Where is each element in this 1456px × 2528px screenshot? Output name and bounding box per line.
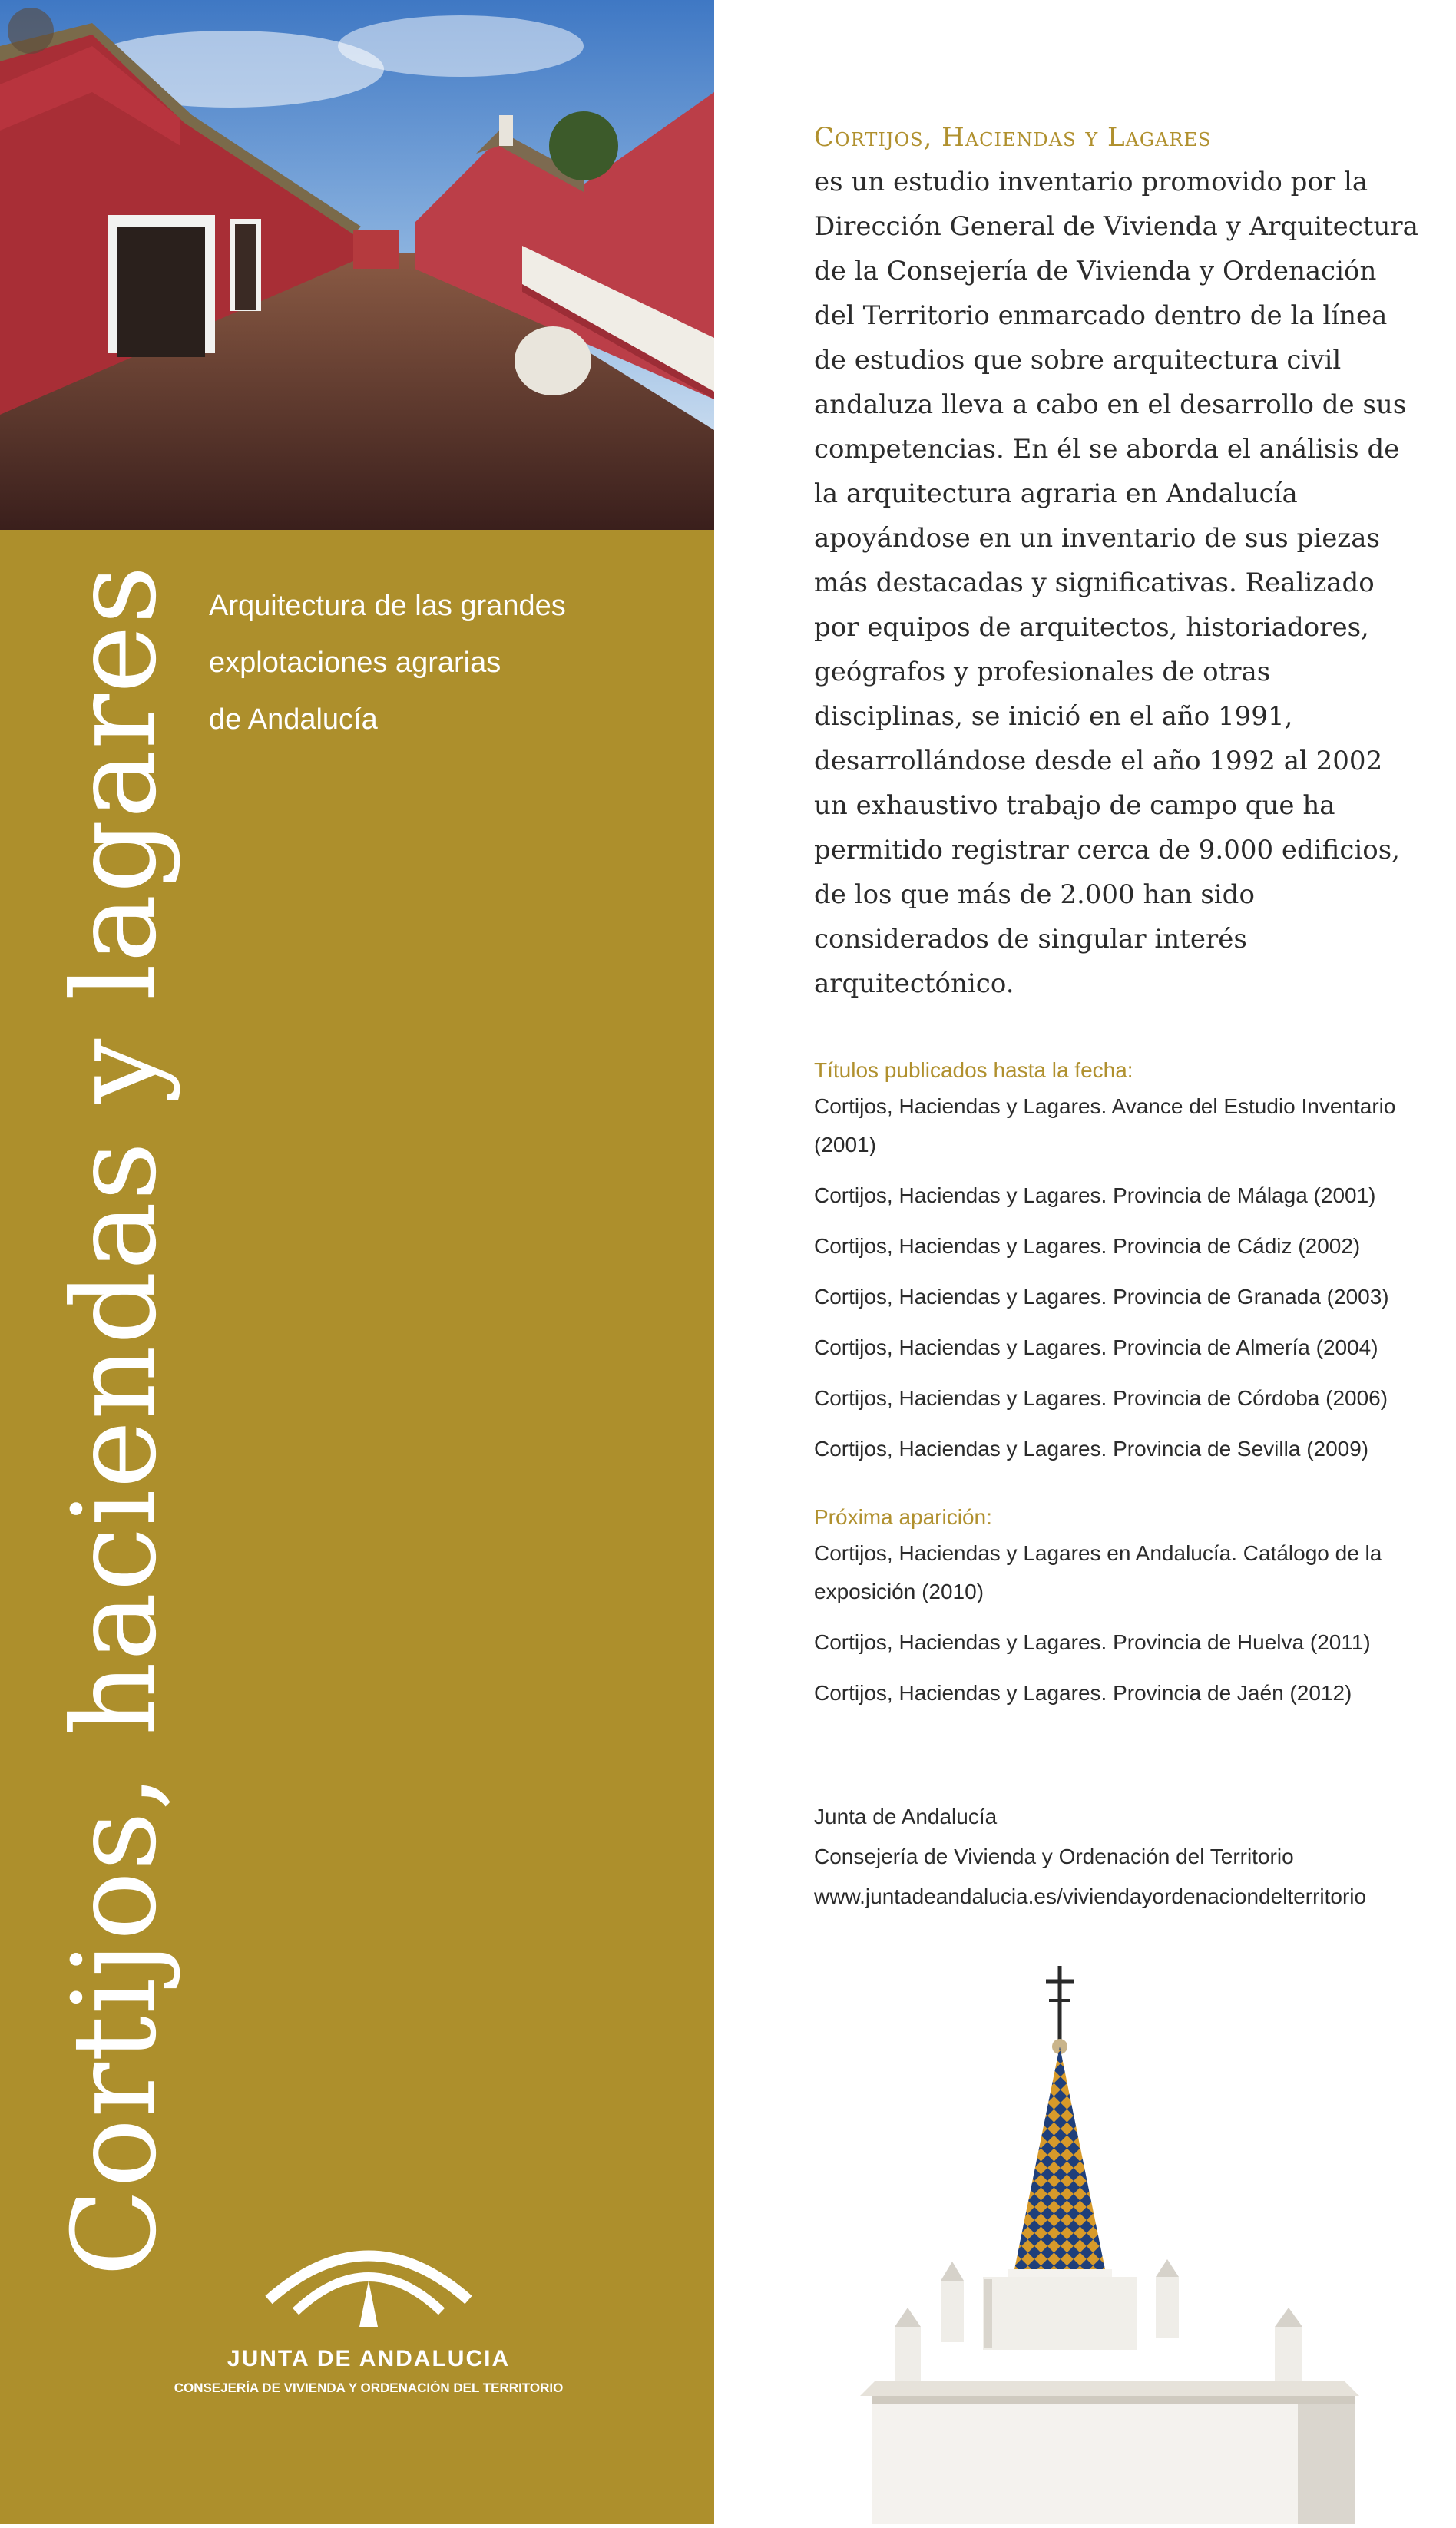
list-item: Cortijos, Haciendas y Lagares en Andalucía. Catálogo de la exposición (2010): [814, 1541, 1382, 1603]
junta-name: JUNTA DE ANDALUCIA: [227, 2346, 511, 2371]
list-item: Cortijos, Haciendas y Lagares. Provincia de Córdoba (2006): [814, 1386, 1388, 1410]
vertical-title: Cortijos, haciendas y lagares: [48, 564, 182, 2277]
courtyard-photo: [0, 0, 714, 530]
junta-arches-icon: [253, 2227, 484, 2342]
list-item: Cortijos, Haciendas y Lagares. Provincia de Jaén (2012): [814, 1681, 1352, 1705]
subtitle-line: explotaciones agrarias: [209, 647, 501, 679]
contact-dept: Consejería de Vivienda y Ordenación del Territorio: [814, 1845, 1294, 1868]
bell-tower-photo: [806, 1966, 1436, 2524]
subtitle: [209, 577, 654, 748]
list-item: Cortijos, Haciendas y Lagares. Provincia de Huelva (2011): [814, 1630, 1371, 1654]
contact-url[interactable]: www.juntadeandalucia.es/viviendayordenaciondelterritorio: [814, 1884, 1367, 1908]
contact-block: [814, 1797, 1428, 1917]
published-heading: Títulos publicados hasta la fecha:: [814, 1058, 1133, 1082]
list-item: Cortijos, Haciendas y Lagares. Provincia de Granada (2003): [814, 1285, 1389, 1309]
list-item: Cortijos, Haciendas y Lagares. Provincia de Málaga (2001): [814, 1183, 1376, 1207]
junta-logo: [169, 2227, 568, 2427]
list-item: Cortijos, Haciendas y Lagares. Provincia de Sevilla (2009): [814, 1437, 1369, 1461]
junta-department: CONSEJERÍA DE VIVIENDA Y ORDENACIÓN DEL TERRITORIO: [174, 2381, 564, 2395]
upcoming-heading: Próxima aparición:: [814, 1505, 992, 1529]
intro-heading: Cortijos, Haciendas y Lagares: [814, 122, 1212, 153]
upcoming-titles: [814, 1505, 1421, 1725]
vertical-title-wrapper: [46, 564, 184, 2277]
contact-org: Junta de Andalucía: [814, 1805, 998, 1828]
subtitle-line: de Andalucía: [209, 703, 378, 736]
subtitle-line: Arquitectura de las grandes: [209, 590, 566, 622]
intro-body: es un estudio inventario promovido por la Dirección General de Vivienda y Arquitectura de la Consejería de Vivienda y Ordenación del Territorio enmarcado dentro de la línea de estudios que sobre arquitectura civil andaluza lleva a cabo en el desarrollo de sus competencias. En él se aborda el análisis de la arquitectura agraria en Andalucía apoyándose en un inventario de sus piezas más destacadas y significativas. Realizado por equipos de arquitectos, historiadores, geógrafos y profesionales de otras disciplinas, se inició en el año 1991, desarrollándose desde el año 1992 al 2002 un exhaustivo trabajo de campo que ha permitido registrar cerca de 9.000 edificios, de los que más de 2.000 han sido considerados de singular interés arquitectónico.: [814, 167, 1418, 999]
published-titles: [814, 1058, 1421, 1481]
intro-paragraph: [814, 115, 1421, 1006]
list-item: Cortijos, Haciendas y Lagares. Avance del Estudio Inventario (2001): [814, 1094, 1396, 1156]
right-panel: [714, 0, 1456, 2524]
list-item: Cortijos, Haciendas y Lagares. Provincia de Cádiz (2002): [814, 1234, 1361, 1258]
list-item: Cortijos, Haciendas y Lagares. Provincia de Almería (2004): [814, 1335, 1378, 1359]
left-panel: [0, 0, 714, 2524]
